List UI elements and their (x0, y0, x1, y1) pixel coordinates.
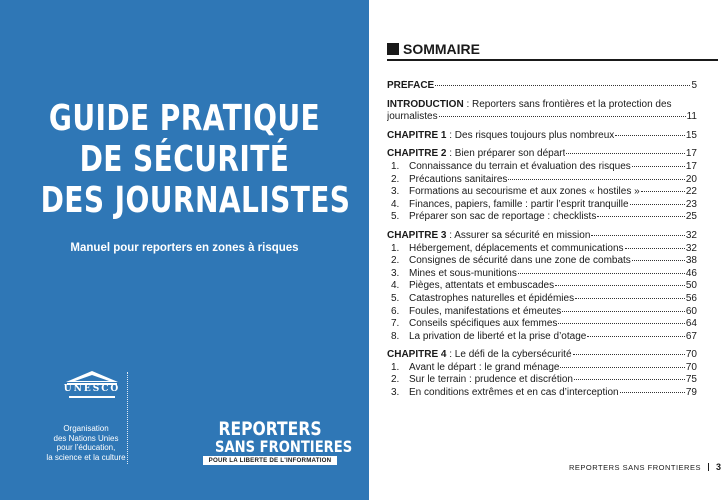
dot-leader (555, 285, 685, 286)
toc-item-number: 3. (391, 267, 400, 279)
toc-page-number: 64 (685, 318, 697, 330)
toc-list (387, 80, 697, 406)
dot-leader (439, 116, 686, 117)
rsf-logo (203, 418, 353, 465)
toc-item-label: En conditions extrêmes et en cas d’interception (409, 387, 619, 399)
toc-entry-item[interactable] (387, 293, 697, 306)
toc-item-label: Précautions sanitaires (409, 173, 508, 185)
toc-page-number: 79 (685, 387, 697, 399)
toc-entry-chapter-4[interactable] (387, 349, 697, 362)
toc-item-line (387, 387, 619, 398)
rsf-tagline: POUR LA LIBERTE DE L'INFORMATION (203, 456, 337, 465)
toc-item-number: 1. (391, 160, 400, 172)
toc-item-line (387, 255, 631, 266)
toc-page-number: 15 (685, 129, 697, 141)
dot-leader (591, 235, 684, 236)
toc-item-label: Catastrophes naturelles et épidémies (409, 292, 575, 304)
toc-entry-item[interactable] (387, 211, 697, 224)
toc-page-number: 50 (685, 280, 697, 292)
toc-heading-text: SOMMAIRE (403, 41, 480, 57)
toc-chapter-title: : Le défi de la cybersécurité (446, 349, 572, 361)
toc-entry-item[interactable] (387, 331, 697, 344)
toc-item-line (387, 174, 507, 185)
toc-label-cont: journalistes (387, 111, 438, 123)
unesco-divider (127, 372, 128, 464)
toc-item-number: 5. (391, 211, 400, 223)
toc-page-number: 32 (685, 242, 697, 254)
rsf-line-1: REPORTERS (218, 418, 322, 440)
toc-item-number: 6. (391, 305, 400, 317)
toc-heading-rule (387, 59, 718, 61)
dot-leader (562, 311, 685, 312)
toc-item-number: 8. (391, 330, 400, 342)
square-bullet-icon (387, 43, 399, 55)
toc-item-label: Hébergement, déplacements et communications (409, 242, 624, 254)
toc-entry-item[interactable] (387, 161, 697, 174)
toc-entry-item[interactable] (387, 174, 697, 187)
toc-page (369, 0, 728, 500)
toc-page-number: 38 (685, 255, 697, 267)
toc-entry-introduction[interactable] (387, 99, 697, 124)
toc-item-number: 1. (391, 361, 400, 373)
page-footer (569, 462, 721, 472)
toc-entry-item[interactable] (387, 199, 697, 212)
dot-leader (625, 248, 685, 249)
toc-item-line (387, 211, 596, 222)
toc-page-number: 75 (685, 374, 697, 386)
dot-leader (630, 204, 685, 205)
toc-page-number: 22 (685, 186, 697, 198)
toc-label (387, 230, 590, 241)
toc-item-line (387, 318, 557, 329)
toc-item-line (387, 280, 554, 291)
toc-entry-item[interactable] (387, 306, 697, 319)
toc-item-number: 5. (391, 292, 400, 304)
toc-chapter-title: : Bien préparer son départ (446, 148, 566, 160)
toc-page-number: 32 (685, 229, 697, 241)
toc-item-line (387, 362, 559, 373)
dot-leader (597, 216, 685, 217)
dot-leader (435, 85, 690, 86)
toc-item-number: 7. (391, 318, 400, 330)
toc-label: : Reporters sans frontières et la protection des (463, 98, 672, 110)
footer-page-number: 3 (715, 462, 722, 472)
toc-item-label: Conseils spécifiques aux femmes (409, 318, 558, 330)
toc-entry-item[interactable] (387, 374, 697, 387)
toc-item-line (387, 331, 586, 342)
dot-leader (641, 191, 685, 192)
toc-chapter-title: : Assurer sa sécurité en mission (446, 229, 591, 241)
toc-item-line (387, 199, 629, 210)
dot-leader (620, 392, 685, 393)
toc-page-number: 70 (685, 361, 697, 373)
unesco-org-line-1: Organisation (63, 424, 109, 433)
toc-page-number: 60 (685, 305, 697, 317)
cover-title-line-2: DE SÉCURITÉ (79, 139, 290, 180)
toc-chapter-label: CHAPITRE 1 (387, 129, 447, 141)
dot-leader (566, 153, 684, 154)
toc-page-number: 70 (685, 349, 697, 361)
toc-entry-item[interactable] (387, 280, 697, 293)
dot-leader (560, 367, 684, 368)
unesco-logo (48, 370, 136, 394)
toc-page-number: 67 (685, 330, 697, 342)
toc-chapter-label: INTRODUCTION (387, 98, 464, 110)
toc-page-number: 23 (685, 198, 697, 210)
toc-item-line (387, 161, 631, 172)
toc-item-label: Connaissance du terrain et évaluation des risques (409, 160, 631, 172)
toc-entry-chapter-3[interactable] (387, 230, 697, 243)
toc-page-number: 5 (691, 80, 697, 91)
toc-item-label: Sur le terrain : prudence et discrétion (409, 374, 573, 386)
toc-page-number: 11 (686, 111, 697, 123)
dot-leader (574, 379, 685, 380)
toc-chapter-title: : Des risques toujours plus nombreux (446, 129, 615, 141)
toc-entry-item[interactable] (387, 318, 697, 331)
toc-item-label: Préparer son sac de reportage : checklists (409, 211, 597, 223)
toc-entry-item[interactable] (387, 243, 697, 256)
toc-entry-item[interactable] (387, 268, 697, 281)
cover-subtitle: Manuel pour reporters en zones à risques (70, 242, 299, 254)
toc-entry-item[interactable] (387, 387, 697, 400)
toc-item-label: Finances, papiers, famille : partir l’esprit tranquille (409, 198, 629, 210)
toc-chapter-label: CHAPITRE 3 (387, 229, 447, 241)
toc-page-number: 25 (685, 211, 697, 223)
cover-title-line-3: DES JOURNALISTES (40, 180, 351, 221)
toc-chapter-label: CHAPITRE 2 (387, 148, 447, 160)
toc-chapters (387, 130, 697, 406)
toc-label (387, 148, 565, 159)
toc-chapter-label: CHAPITRE 4 (387, 349, 447, 361)
rsf-line-2: SANS FRONTIERES (215, 437, 353, 456)
cover-title (40, 98, 351, 221)
toc-entry-preface[interactable] (387, 80, 697, 93)
toc-item-line (387, 243, 624, 254)
toc-heading (387, 41, 480, 57)
toc-item-label: Consignes de sécurité dans une zone de combats (409, 255, 631, 267)
dot-leader (508, 179, 684, 180)
dot-leader (632, 166, 685, 167)
toc-page-number: 56 (685, 292, 697, 304)
toc-entry-chapter-2[interactable] (387, 148, 697, 161)
toc-label (387, 349, 572, 360)
toc-item-number: 4. (391, 198, 400, 210)
toc-entry-item[interactable] (387, 255, 697, 268)
dot-leader (573, 354, 685, 355)
toc-item-number: 2. (391, 255, 400, 267)
toc-item-line (387, 268, 517, 279)
toc-item-label: Pièges, attentats et embuscades (409, 280, 555, 292)
toc-page-number: 46 (685, 267, 697, 279)
toc-page-number: 17 (685, 160, 697, 172)
dot-leader (615, 135, 685, 136)
cover-title-line-1: GUIDE PRATIQUE (48, 98, 321, 139)
dot-leader (558, 323, 684, 324)
unesco-org-text (46, 424, 126, 462)
toc-item-line (387, 374, 573, 385)
dot-leader (575, 298, 685, 299)
toc-entry-item[interactable] (387, 186, 697, 199)
unesco-org-line-3: pour l’éducation, (56, 443, 116, 452)
toc-item-label: Formations au secourisme et aux zones « hostiles » (409, 186, 640, 198)
toc-entry-item[interactable] (387, 362, 697, 375)
toc-label (387, 130, 614, 141)
toc-page-number: 17 (685, 148, 697, 160)
dot-leader (632, 260, 685, 261)
toc-item-line (387, 186, 640, 197)
toc-page-number: 20 (685, 173, 697, 185)
toc-item-label: La privation de liberté et la prise d’otage (409, 330, 587, 342)
toc-item-number: 3. (391, 387, 400, 399)
footer-separator (708, 463, 709, 471)
toc-item-line (387, 306, 561, 317)
toc-entry-chapter-1[interactable] (387, 130, 697, 143)
toc-item-label: Avant le départ : le grand ménage (409, 361, 560, 373)
toc-item-number: 3. (391, 186, 400, 198)
toc-label: PRÉFACE (387, 80, 435, 91)
toc-item-number: 4. (391, 280, 400, 292)
toc-item-number: 1. (391, 242, 400, 254)
dot-leader (587, 336, 685, 337)
dot-leader (518, 273, 685, 274)
toc-item-number: 2. (391, 374, 400, 386)
unesco-org-line-4: la science et la culture (46, 452, 126, 462)
toc-item-line (387, 293, 574, 304)
toc-item-number: 2. (391, 173, 400, 185)
footer-text: REPORTERS SANS FRONTIERES (569, 462, 701, 472)
toc-item-label: Mines et sous-munitions (409, 267, 517, 279)
unesco-org-line-2: des Nations Unies (53, 433, 119, 443)
toc-item-label: Foules, manifestations et émeutes (409, 305, 562, 317)
unesco-name: UNESCO (63, 384, 121, 394)
